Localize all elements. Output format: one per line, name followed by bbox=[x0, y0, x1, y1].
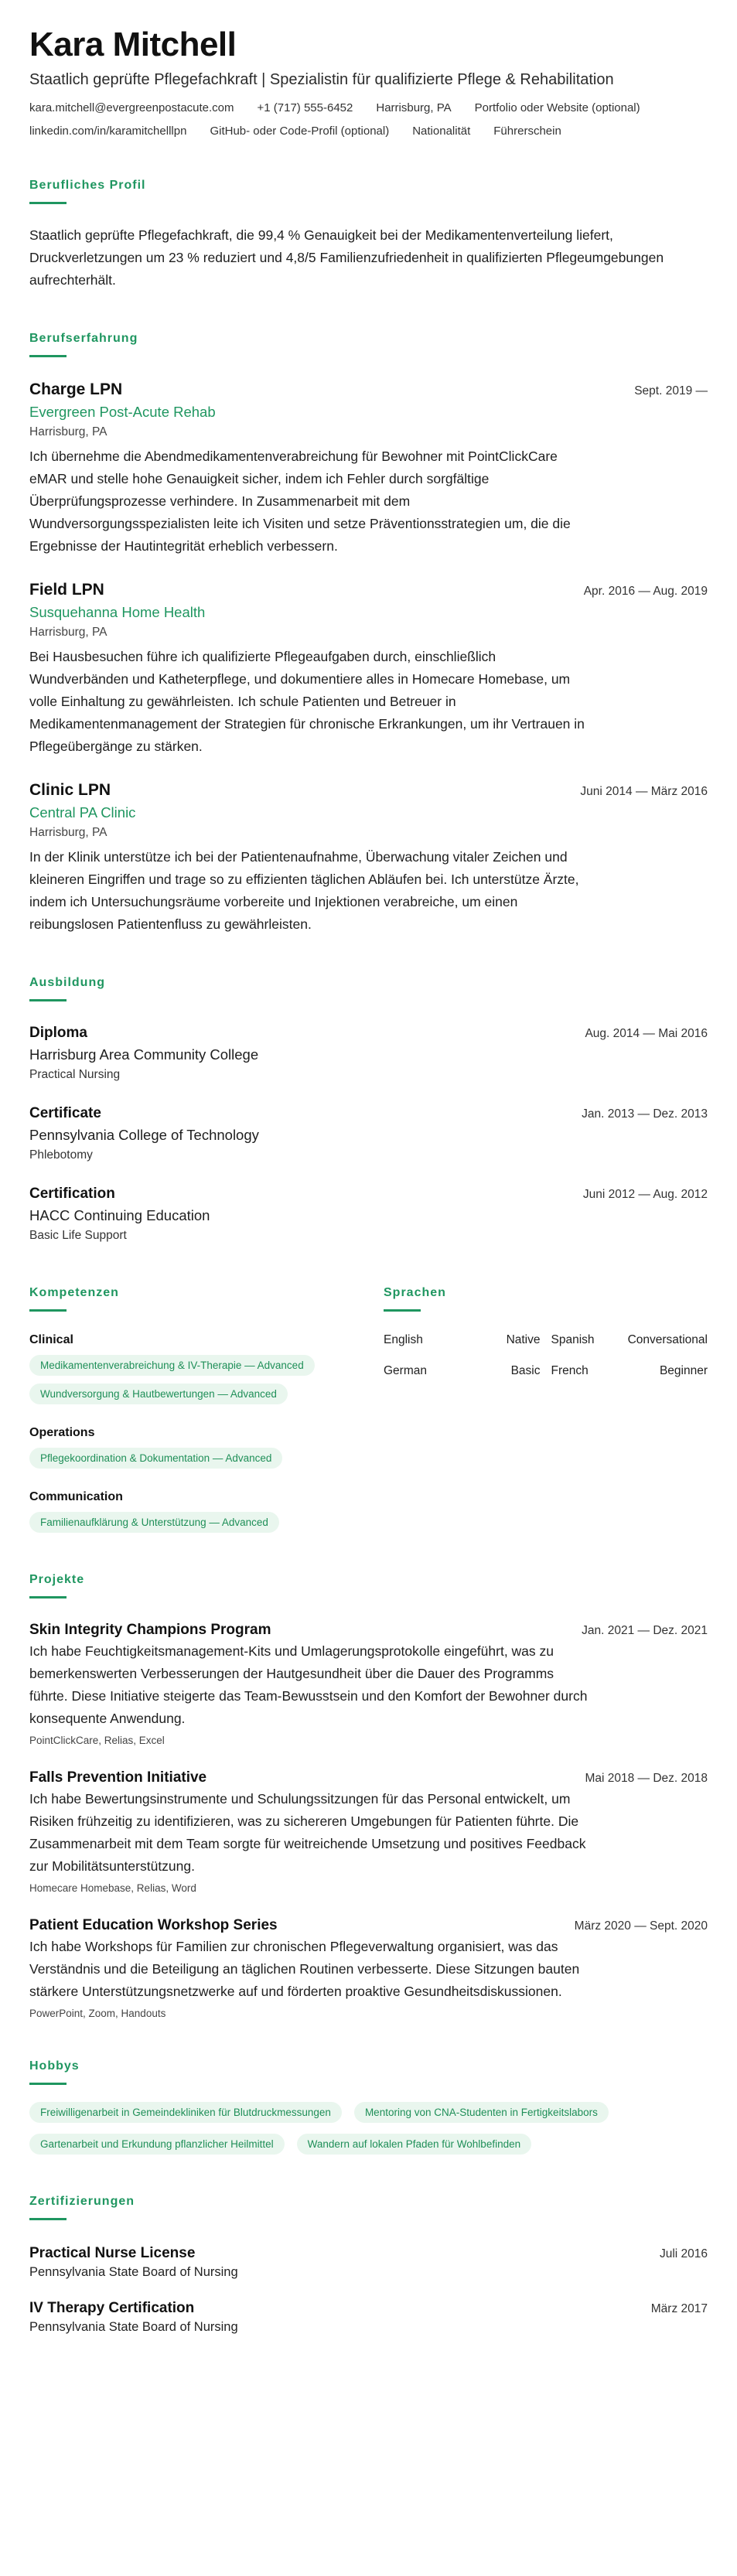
degree-name: Certificate bbox=[29, 1104, 101, 1121]
section-divider bbox=[29, 355, 67, 357]
job-dates: Juni 2014 — März 2016 bbox=[580, 784, 708, 798]
project-name: Skin Integrity Champions Program bbox=[29, 1621, 271, 1638]
job-title: Field LPN bbox=[29, 580, 104, 599]
section-divider bbox=[29, 2218, 67, 2220]
section-title: Ausbildung bbox=[29, 975, 105, 989]
language-name: French bbox=[551, 1363, 589, 1377]
profile-summary: Staatlich geprüfte Pflegefachkraft, die 99,4 % Genauigkeit bei der Medikamentenverteilung liefert, Druckverletzungen um 23 % reduziert und 4,8/5 Familienzufriedenheit in qualifizierten Pflegeumgebungen aufrechterhält. bbox=[29, 227, 664, 288]
project-name: Patient Education Workshop Series bbox=[29, 1916, 278, 1933]
section-title: Berufliches Profil bbox=[29, 178, 146, 192]
project-entry bbox=[29, 1917, 708, 2019]
job-dates: Apr. 2016 — Aug. 2019 bbox=[583, 584, 708, 598]
contact-location: Harrisburg, PA bbox=[376, 101, 452, 114]
experience-entry bbox=[29, 380, 708, 558]
education-entry bbox=[29, 1186, 708, 1243]
job-title: Charge LPN bbox=[29, 380, 123, 398]
skill-tag: Wundversorgung & Hautbewertungen — Advanced bbox=[29, 1384, 288, 1404]
study-field: Phlebotomy bbox=[29, 1148, 93, 1162]
project-entry bbox=[29, 1769, 708, 1894]
language-item bbox=[551, 1364, 708, 1378]
study-field: Practical Nursing bbox=[29, 1067, 121, 1081]
section-profile bbox=[29, 179, 708, 292]
education-dates: Jan. 2013 — Dez. 2013 bbox=[582, 1107, 708, 1121]
hobby-tag: Freiwilligenarbeit in Gemeindekliniken für Blutdruckmessungen bbox=[29, 2102, 342, 2123]
section-certifications bbox=[29, 2195, 708, 2335]
certification-issuer: Pennsylvania State Board of Nursing bbox=[29, 2264, 238, 2279]
section-title: Berufserfahrung bbox=[29, 331, 138, 345]
language-level: Basic bbox=[510, 1363, 541, 1377]
hobby-tag: Gartenarbeit und Erkundung pflanzlicher Heilmittel bbox=[29, 2134, 285, 2155]
school-name: Harrisburg Area Community College bbox=[29, 1046, 259, 1063]
education-entry bbox=[29, 1025, 708, 1082]
skill-group bbox=[29, 1333, 384, 1404]
section-projects bbox=[29, 1573, 708, 2019]
job-description: Bei Hausbesuchen führe ich qualifizierte Pflegeaufgaben durch, einschließlich Wundverbänden und Katheterpflege, und dokumentiere alles in Homecare Homebase, um volle Einhaltung zu gewährleisten. Ich schule Patienten und Betreuer in Medikamentenmanagement der Strategien für chronische Erkrankungen, um ihr Vertrauen in Pflegeübergänge zu stärken. bbox=[29, 648, 585, 754]
skills-languages-row bbox=[29, 1286, 708, 1533]
certification-name: Practical Nurse License bbox=[29, 2244, 196, 2261]
certification-date: Juli 2016 bbox=[659, 2247, 708, 2260]
job-description: In der Klinik unterstütze ich bei der Patientenaufnahme, Überwachung vitaler Zeichen und kleineren Eingriffen und trage so zu effizienten täglichen Abläufen bei. Ich unterstütze Ärzte, indem ich Untersuchungsräume vorbereite und Injektionen verabreiche, um einen reibungslosen Patientenfluss zu gewährleisten. bbox=[29, 848, 579, 932]
hobby-tag: Wandern auf lokalen Pfaden für Wohlbefinden bbox=[297, 2134, 531, 2155]
degree-name: Certification bbox=[29, 1185, 115, 1202]
employer-name: Evergreen Post-Acute Rehab bbox=[29, 403, 216, 420]
job-location: Harrisburg, PA bbox=[29, 425, 107, 438]
project-description: Ich habe Bewertungsinstrumente und Schulungssitzungen für das Personal entwickelt, um Risiken frühzeitig zu identifizieren, was zu sichereren Umgebungen für Patienten führte. Die Zusammenarbeit mit dem Team sorgte für weitreichende Umsetzung und positives Feedback zur Mobilitätsunterstützung. bbox=[29, 1790, 586, 1874]
section-education bbox=[29, 976, 708, 1243]
section-skills bbox=[29, 1286, 384, 1533]
language-level: Conversational bbox=[627, 1332, 708, 1346]
language-level: Native bbox=[506, 1332, 541, 1346]
contact-nationality: Nationalität bbox=[412, 124, 471, 138]
language-name: Spanish bbox=[551, 1332, 595, 1346]
experience-entry bbox=[29, 781, 708, 936]
section-title: Hobbys bbox=[29, 2059, 80, 2073]
certification-date: März 2017 bbox=[650, 2301, 708, 2315]
project-tools: Homecare Homebase, Relias, Word bbox=[29, 1882, 196, 1894]
section-title: Sprachen bbox=[384, 1285, 446, 1299]
section-divider bbox=[29, 202, 67, 204]
certification-entry bbox=[29, 2245, 708, 2280]
section-divider bbox=[29, 1596, 67, 1598]
skill-tag: Pflegekoordination & Dokumentation — Advanced bbox=[29, 1448, 282, 1469]
language-item bbox=[384, 1364, 541, 1378]
school-name: HACC Continuing Education bbox=[29, 1206, 210, 1223]
study-field: Basic Life Support bbox=[29, 1228, 127, 1242]
section-divider bbox=[29, 2083, 67, 2085]
employer-name: Susquehanna Home Health bbox=[29, 603, 206, 620]
job-location: Harrisburg, PA bbox=[29, 825, 107, 839]
skill-tag: Medikamentenverabreichung & IV-Therapie — Advanced bbox=[29, 1355, 315, 1376]
candidate-headline: Staatlich geprüfte Pflegefachkraft | Spezialistin für qualifizierte Pflege & Rehabilitation bbox=[29, 70, 614, 88]
project-description: Ich habe Feuchtigkeitsmanagement-Kits und Umlagerungsprotokolle eingeführt, was zu bemerkenswerten Verbesserungen der Hautgesundheit über die Dauer des Programms führte. Diese Initiative steigerte das Team-Bewusstsein und den Komfort der Bewohner durch konsequente Anwendung. bbox=[29, 1643, 588, 1726]
job-description: Ich übernehme die Abendmedikamentenverabreichung für Bewohner mit PointClickCare eMAR und stelle hohe Genauigkeit sicher, indem ich Fehler durch sorgfältige Überprüfungsprozesse verhindere. In Zusammenarbeit mit dem Wundversorgungsspezialisten leite ich Visiten und setze Präventionsstrategien um, die die Ergebnisse der Hautintegrität erheblich verbessern. bbox=[29, 448, 571, 554]
skill-group-title: Operations bbox=[29, 1425, 95, 1439]
project-tools: PowerPoint, Zoom, Handouts bbox=[29, 2007, 166, 2019]
contact-github[interactable]: GitHub- oder Code-Profil (optional) bbox=[210, 124, 390, 138]
contact-info bbox=[29, 101, 694, 138]
language-name: German bbox=[384, 1363, 427, 1377]
project-dates: Jan. 2021 — Dez. 2021 bbox=[582, 1623, 708, 1637]
project-dates: Mai 2018 — Dez. 2018 bbox=[585, 1771, 708, 1785]
resume-header bbox=[29, 26, 708, 138]
section-hobbies bbox=[29, 2059, 708, 2155]
job-dates: Sept. 2019 — bbox=[634, 384, 708, 397]
contact-email[interactable]: kara.mitchell@evergreenpostacute.com bbox=[29, 101, 234, 114]
experience-entry bbox=[29, 581, 708, 758]
section-title: Zertifizierungen bbox=[29, 2194, 135, 2208]
skill-group bbox=[29, 1490, 384, 1533]
contact-license: Führerschein bbox=[493, 124, 561, 138]
section-divider bbox=[384, 1309, 421, 1312]
job-location: Harrisburg, PA bbox=[29, 625, 107, 639]
skill-group bbox=[29, 1426, 384, 1469]
language-name: English bbox=[384, 1332, 423, 1346]
project-entry bbox=[29, 1622, 708, 1746]
language-level: Beginner bbox=[659, 1363, 708, 1377]
contact-phone[interactable]: +1 (717) 555-6452 bbox=[257, 101, 353, 114]
employer-name: Central PA Clinic bbox=[29, 804, 136, 821]
section-title: Kompetenzen bbox=[29, 1285, 119, 1299]
section-languages bbox=[384, 1286, 708, 1533]
skill-group-title: Communication bbox=[29, 1489, 123, 1503]
education-entry bbox=[29, 1105, 708, 1162]
candidate-name: Kara Mitchell bbox=[29, 26, 237, 63]
section-experience bbox=[29, 332, 708, 936]
hobby-tag: Mentoring von CNA-Studenten in Fertigkeitslabors bbox=[354, 2102, 609, 2123]
certification-entry bbox=[29, 2300, 708, 2335]
project-name: Falls Prevention Initiative bbox=[29, 1769, 207, 1786]
section-divider bbox=[29, 1309, 67, 1312]
contact-portfolio[interactable]: Portfolio oder Website (optional) bbox=[474, 101, 640, 114]
skill-group-title: Clinical bbox=[29, 1332, 73, 1346]
section-divider bbox=[29, 999, 67, 1001]
project-description: Ich habe Workshops für Familien zur chronischen Pflegeverwaltung organisiert, was das Verständnis und die Beteiligung an täglichen Routinen verbesserte. Diese Sitzungen bauten stärkere Unterstützungsnetzwerke auf und förderten proaktive Gesundheitsdiskussionen. bbox=[29, 1938, 580, 1999]
contact-linkedin[interactable]: linkedin.com/in/karamitchelllpn bbox=[29, 124, 187, 138]
education-dates: Juni 2012 — Aug. 2012 bbox=[582, 1187, 708, 1201]
education-dates: Aug. 2014 — Mai 2016 bbox=[585, 1026, 708, 1040]
section-title: Projekte bbox=[29, 1572, 85, 1586]
school-name: Pennsylvania College of Technology bbox=[29, 1126, 259, 1143]
project-dates: März 2020 — Sept. 2020 bbox=[574, 1919, 708, 1933]
certification-name: IV Therapy Certification bbox=[29, 2299, 195, 2316]
language-item bbox=[551, 1333, 708, 1347]
job-title: Clinic LPN bbox=[29, 780, 111, 799]
language-item bbox=[384, 1333, 541, 1347]
skill-tag: Familienaufklärung & Unterstützung — Advanced bbox=[29, 1512, 279, 1533]
certification-issuer: Pennsylvania State Board of Nursing bbox=[29, 2319, 238, 2334]
degree-name: Diploma bbox=[29, 1024, 87, 1041]
project-tools: PointClickCare, Relias, Excel bbox=[29, 1734, 165, 1746]
